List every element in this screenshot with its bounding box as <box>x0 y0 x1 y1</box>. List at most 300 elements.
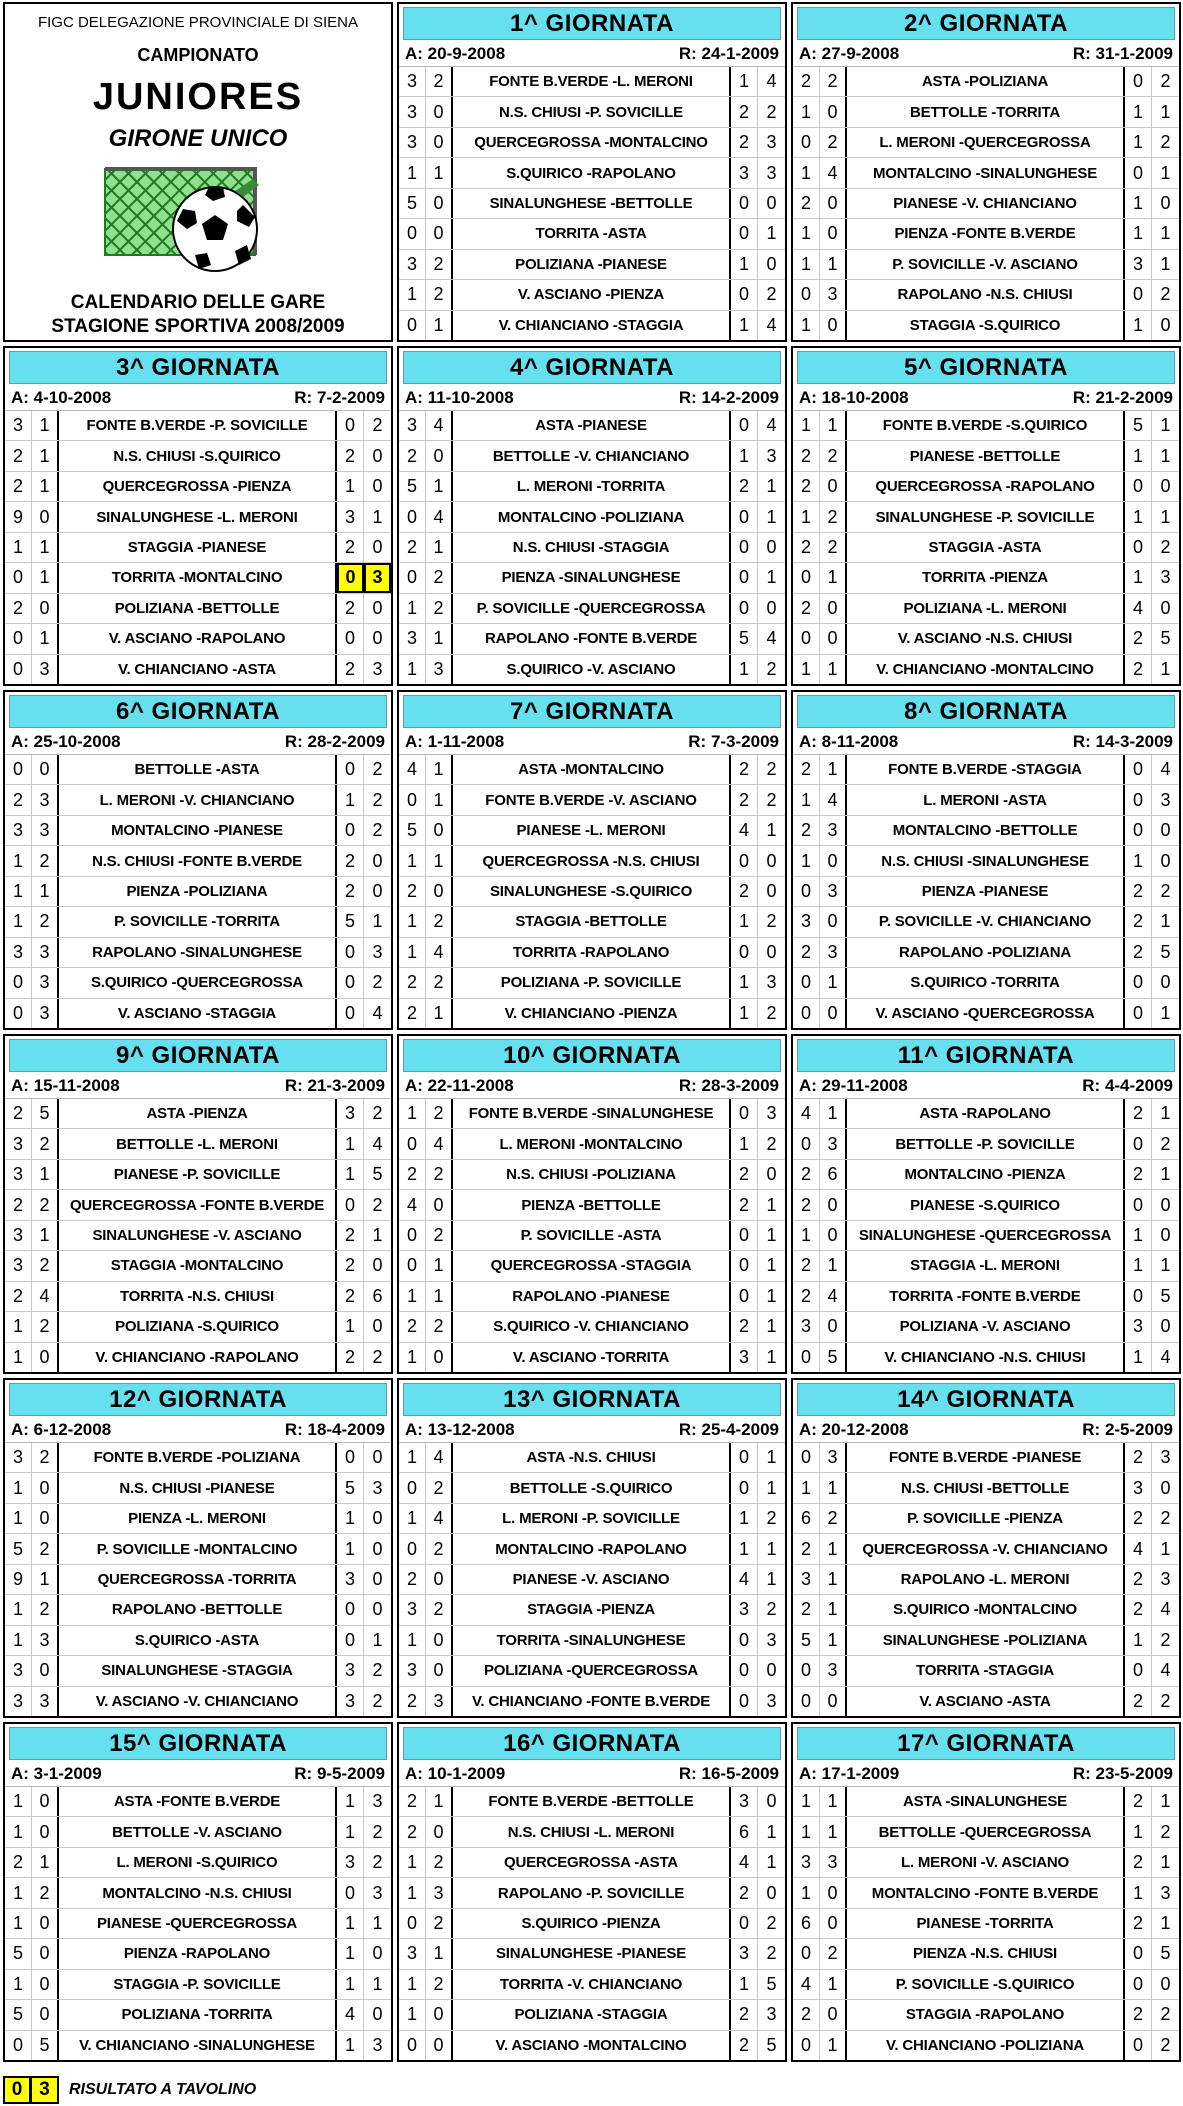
ritorno-away-score: 2 <box>372 1690 383 1711</box>
andata-away-score: 4 <box>426 938 453 967</box>
ritorno-away-score: 3 <box>372 658 383 679</box>
match-teams: PIANESE -P. SOVICILLE <box>59 1160 337 1189</box>
andata-home-score: 1 <box>793 411 820 440</box>
match-table <box>5 1098 391 1372</box>
andata-date: A: 13-12-2008 <box>405 1420 515 1439</box>
ritorno-home-score: 0 <box>1125 1282 1152 1311</box>
match-teams: STAGGIA -MONTALCINO <box>59 1251 337 1280</box>
match-teams: V. ASCIANO -N.S. CHIUSI <box>847 624 1125 653</box>
ritorno-home-score: 2 <box>337 1251 364 1280</box>
andata-home-score: 1 <box>793 502 820 531</box>
ritorno-home-score: 4 <box>1125 1534 1152 1563</box>
andata-away-score: 1 <box>820 1473 847 1502</box>
ritorno-away-score: 0 <box>372 536 383 557</box>
ritorno-home-score: 0 <box>1125 1970 1152 1999</box>
ritorno-date: R: 7-2-2009 <box>294 388 385 407</box>
andata-away-score: 2 <box>820 1504 847 1533</box>
match-row <box>5 1343 391 1372</box>
ritorno-home-score: 1 <box>1125 441 1152 470</box>
andata-home-score: 5 <box>793 1626 820 1655</box>
match-teams: PIANESE -S.QUIRICO <box>847 1190 1125 1219</box>
match-row <box>793 1534 1179 1564</box>
ritorno-date: R: 14-2-2009 <box>678 388 779 407</box>
andata-home-score: 1 <box>5 1473 32 1502</box>
ritorno-away-score: 3 <box>766 1103 777 1124</box>
andata-away-score: 2 <box>426 1970 453 1999</box>
andata-away-score: 0 <box>820 472 847 501</box>
ritorno-date: R: 28-2-2009 <box>284 732 385 751</box>
ritorno-away-score: 2 <box>1160 1133 1171 1154</box>
andata-home-score: 1 <box>399 2000 426 2029</box>
match-row <box>793 624 1179 654</box>
andata-home-score: 9 <box>5 502 32 531</box>
andata-away-score: 0 <box>426 97 453 126</box>
ritorno-away-score: 0 <box>766 880 777 901</box>
andata-away-score: 3 <box>32 816 59 845</box>
andata-away-score: 0 <box>820 1312 847 1341</box>
andata-date: A: 1-11-2008 <box>405 732 505 751</box>
match-teams: P. SOVICILLE -PIENZA <box>847 1504 1125 1533</box>
ritorno-away-score: 5 <box>1160 941 1171 962</box>
match-teams: S.QUIRICO -TORRITA <box>847 968 1125 997</box>
andata-home-score: 1 <box>793 311 820 340</box>
andata-away-score: 1 <box>820 1595 847 1624</box>
match-row <box>5 1099 391 1129</box>
andata-home-score: 0 <box>5 755 32 784</box>
ritorno-home-score: 0 <box>731 1282 758 1311</box>
match-table <box>5 1442 391 1716</box>
match-teams: ASTA -FONTE B.VERDE <box>59 1787 337 1816</box>
ritorno-away-score: 4 <box>372 1133 383 1154</box>
ritorno-away-score: 2 <box>766 284 777 305</box>
match-teams: PIANESE -BETTOLLE <box>847 441 1125 470</box>
andata-home-score: 2 <box>5 441 32 470</box>
match-teams: V. CHIANCIANO -MONTALCINO <box>847 655 1125 684</box>
match-teams: L. MERONI -ASTA <box>847 785 1125 814</box>
ritorno-away-score: 1 <box>766 1447 777 1468</box>
andata-home-score: 3 <box>793 1565 820 1594</box>
match-row <box>793 785 1179 815</box>
match-row <box>399 1787 785 1817</box>
andata-away-score: 3 <box>820 938 847 967</box>
match-row <box>5 563 391 593</box>
round-dates <box>799 1420 1173 1440</box>
andata-away-score: 3 <box>32 785 59 814</box>
andata-home-score: 2 <box>793 472 820 501</box>
ritorno-home-score: 2 <box>1125 2000 1152 2029</box>
match-teams: TORRITA -SINALUNGHESE <box>453 1626 731 1655</box>
andata-away-score: 0 <box>32 594 59 623</box>
match-row <box>399 594 785 624</box>
match-row <box>5 1282 391 1312</box>
ritorno-home-score: 1 <box>1125 311 1152 340</box>
ritorno-away-score: 3 <box>1160 1568 1171 1589</box>
match-table <box>793 1098 1179 1372</box>
andata-home-score: 2 <box>399 1312 426 1341</box>
andata-away-score: 0 <box>820 1909 847 1938</box>
ritorno-away-score: 1 <box>1160 658 1171 679</box>
ritorno-home-score: 2 <box>337 441 364 470</box>
match-teams: TORRITA -PIENZA <box>847 563 1125 592</box>
ritorno-away-score: 2 <box>1160 2004 1171 2025</box>
soccer-goal-logo-icon <box>103 165 293 275</box>
andata-home-score: 0 <box>793 1687 820 1716</box>
round-title: 16^ GIORNATA <box>403 1727 781 1760</box>
andata-date: A: 3-1-2009 <box>11 1764 102 1783</box>
round-title: 14^ GIORNATA <box>797 1383 1175 1416</box>
match-row <box>5 1970 391 2000</box>
round-title: 8^ GIORNATA <box>797 695 1175 728</box>
ritorno-date: R: 21-2-2009 <box>1072 388 1173 407</box>
match-row <box>5 472 391 502</box>
ritorno-home-score: 1 <box>1125 97 1152 126</box>
match-teams: STAGGIA -BETTOLLE <box>453 907 731 936</box>
match-row <box>5 1687 391 1716</box>
ritorno-home-score: 0 <box>731 1443 758 1472</box>
ritorno-home-score: 1 <box>337 1160 364 1189</box>
andata-away-score: 0 <box>32 1939 59 1968</box>
match-teams: S.QUIRICO -RAPOLANO <box>453 158 731 187</box>
ritorno-away-score: 1 <box>1160 1538 1171 1559</box>
match-teams: STAGGIA -L. MERONI <box>847 1251 1125 1280</box>
ritorno-home-score: 1 <box>337 1909 364 1938</box>
ritorno-home-score: 0 <box>731 1626 758 1655</box>
match-teams: V. ASCIANO -V. CHIANCIANO <box>59 1687 337 1716</box>
ritorno-away-score: 0 <box>372 1943 383 1964</box>
ritorno-home-score: 3 <box>337 1848 364 1877</box>
ritorno-home-score: 2 <box>337 1282 364 1311</box>
andata-home-score: 1 <box>793 219 820 248</box>
andata-away-score: 2 <box>32 1251 59 1280</box>
andata-home-score: 2 <box>5 472 32 501</box>
match-row <box>793 1282 1179 1312</box>
match-teams: MONTALCINO -POLIZIANA <box>453 502 731 531</box>
andata-home-score: 1 <box>793 1787 820 1816</box>
match-row <box>399 441 785 471</box>
ritorno-home-score: 2 <box>1125 1160 1152 1189</box>
andata-home-score: 2 <box>399 1160 426 1189</box>
match-teams: PIANESE -V. CHIANCIANO <box>847 189 1125 218</box>
andata-away-score: 2 <box>426 968 453 997</box>
ritorno-away-score: 4 <box>1160 1599 1171 1620</box>
match-row <box>5 1129 391 1159</box>
ritorno-home-score: 2 <box>1125 1565 1152 1594</box>
ritorno-away-score: 3 <box>766 2004 777 2025</box>
ritorno-home-score: 0 <box>731 189 758 218</box>
andata-home-score: 1 <box>793 158 820 187</box>
andata-home-score: 2 <box>793 1190 820 1219</box>
ritorno-away-score: 2 <box>766 759 777 780</box>
andata-away-score: 2 <box>32 1595 59 1624</box>
match-teams: BETTOLLE -TORRITA <box>847 97 1125 126</box>
andata-home-score: 3 <box>399 67 426 96</box>
ritorno-home-score: 0 <box>731 280 758 309</box>
andata-away-score: 4 <box>426 1129 453 1158</box>
andata-date: A: 27-9-2008 <box>799 44 900 63</box>
match-teams: TORRITA -RAPOLANO <box>453 938 731 967</box>
andata-home-score: 3 <box>5 1656 32 1685</box>
ritorno-away-score: 2 <box>1160 1508 1171 1529</box>
andata-away-score: 3 <box>32 1626 59 1655</box>
match-teams: QUERCEGROSSA -ASTA <box>453 1848 731 1877</box>
andata-home-score: 2 <box>793 2000 820 2029</box>
andata-date: A: 22-11-2008 <box>405 1076 514 1095</box>
andata-home-score: 0 <box>793 999 820 1028</box>
match-teams: MONTALCINO -BETTOLLE <box>847 816 1125 845</box>
andata-away-score: 4 <box>820 1282 847 1311</box>
andata-home-score: 1 <box>5 846 32 875</box>
andata-away-score: 1 <box>32 472 59 501</box>
ritorno-home-score: 0 <box>731 1221 758 1250</box>
ritorno-date: R: 24-1-2009 <box>678 44 779 63</box>
andata-away-score: 1 <box>32 533 59 562</box>
ritorno-home-score: 2 <box>1125 1504 1152 1533</box>
andata-away-score: 2 <box>820 441 847 470</box>
andata-home-score: 3 <box>5 411 32 440</box>
round-title: 17^ GIORNATA <box>797 1727 1175 1760</box>
ritorno-home-score: 0 <box>731 594 758 623</box>
match-row <box>793 1787 1179 1817</box>
match-row <box>5 1251 391 1281</box>
ritorno-away-score: 3 <box>372 1882 383 1903</box>
match-row <box>399 1443 785 1473</box>
ritorno-home-score: 5 <box>337 907 364 936</box>
ritorno-home-score: 1 <box>337 1787 364 1816</box>
andata-home-score: 5 <box>399 816 426 845</box>
ritorno-away-score: 1 <box>766 1477 777 1498</box>
andata-away-score: 1 <box>32 1221 59 1250</box>
match-table <box>793 1442 1179 1716</box>
ritorno-home-score: 0 <box>731 846 758 875</box>
ritorno-home-score: 0 <box>731 1099 758 1128</box>
ritorno-away-score: 1 <box>766 1538 777 1559</box>
match-row <box>793 1251 1179 1281</box>
andata-home-score: 1 <box>399 280 426 309</box>
andata-home-score: 1 <box>793 97 820 126</box>
ritorno-home-score: 1 <box>337 1939 364 1968</box>
ritorno-away-score: 1 <box>1160 162 1171 183</box>
match-row <box>399 128 785 158</box>
andata-away-score: 0 <box>32 502 59 531</box>
andata-away-score: 2 <box>32 1129 59 1158</box>
andata-home-score: 6 <box>793 1909 820 1938</box>
andata-away-score: 0 <box>426 1190 453 1219</box>
ritorno-home-score: 0 <box>1125 968 1152 997</box>
ritorno-home-score: 2 <box>731 2031 758 2060</box>
andata-home-score: 3 <box>399 97 426 126</box>
match-teams: ASTA -MONTALCINO <box>453 755 731 784</box>
andata-away-score: 1 <box>820 1787 847 1816</box>
andata-home-score: 3 <box>5 1443 32 1472</box>
andata-away-score: 3 <box>426 1878 453 1907</box>
andata-away-score: 2 <box>820 67 847 96</box>
match-table <box>399 1098 785 1372</box>
andata-home-score: 1 <box>399 907 426 936</box>
ritorno-home-score: 0 <box>1125 1129 1152 1158</box>
ritorno-home-score: 3 <box>337 1565 364 1594</box>
andata-home-score: 0 <box>399 1251 426 1280</box>
ritorno-date: R: 25-4-2009 <box>678 1420 779 1439</box>
match-row <box>5 1565 391 1595</box>
match-row <box>793 250 1179 280</box>
match-row <box>399 655 785 684</box>
andata-home-score: 5 <box>5 1534 32 1563</box>
ritorno-away-score: 1 <box>766 567 777 588</box>
andata-home-score: 0 <box>5 624 32 653</box>
andata-home-score: 1 <box>399 1343 426 1372</box>
ritorno-away-score: 0 <box>372 597 383 618</box>
ritorno-away-score: 0 <box>372 880 383 901</box>
ritorno-home-score: 0 <box>337 755 364 784</box>
andata-away-score: 2 <box>426 1909 453 1938</box>
match-row <box>399 1687 785 1716</box>
match-row <box>5 1817 391 1847</box>
match-teams: SINALUNGHESE -BETTOLLE <box>453 189 731 218</box>
ritorno-home-score: 1 <box>731 968 758 997</box>
match-teams: N.S. CHIUSI -PIANESE <box>59 1473 337 1502</box>
andata-away-score: 0 <box>426 219 453 248</box>
match-teams: V. CHIANCIANO -N.S. CHIUSI <box>847 1343 1125 1372</box>
round-dates <box>799 388 1173 408</box>
match-row <box>5 999 391 1028</box>
ritorno-away-score: 1 <box>372 1973 383 1994</box>
ritorno-away-score: 1 <box>766 506 777 527</box>
ritorno-away-score: 3 <box>766 162 777 183</box>
match-teams: L. MERONI -V. ASCIANO <box>847 1848 1125 1877</box>
andata-home-score: 2 <box>793 755 820 784</box>
match-teams: MONTALCINO -SINALUNGHESE <box>847 158 1125 187</box>
match-row <box>793 1909 1179 1939</box>
andata-away-score: 0 <box>426 1626 453 1655</box>
match-row <box>793 1565 1179 1595</box>
andata-away-score: 2 <box>426 1848 453 1877</box>
andata-home-score: 1 <box>5 1312 32 1341</box>
andata-away-score: 2 <box>32 1534 59 1563</box>
ritorno-away-score: 3 <box>766 132 777 153</box>
ritorno-home-score: 2 <box>337 655 364 684</box>
ritorno-home-score: 2 <box>1125 938 1152 967</box>
match-teams: FONTE B.VERDE -P. SOVICILLE <box>59 411 337 440</box>
ritorno-home-score: 0 <box>731 219 758 248</box>
match-teams: MONTALCINO -PIANESE <box>59 816 337 845</box>
andata-away-score: 1 <box>426 785 453 814</box>
match-teams: POLIZIANA -BETTOLLE <box>59 594 337 623</box>
ritorno-home-score: 1 <box>731 441 758 470</box>
match-row <box>5 411 391 441</box>
ritorno-away-score: 0 <box>372 1316 383 1337</box>
ritorno-away-score: 0 <box>766 597 777 618</box>
match-row <box>5 1190 391 1220</box>
andata-home-score: 3 <box>793 1848 820 1877</box>
match-teams: N.S. CHIUSI -L. MERONI <box>453 1817 731 1846</box>
match-row <box>793 1848 1179 1878</box>
andata-away-score: 0 <box>820 624 847 653</box>
match-row <box>399 1817 785 1847</box>
andata-home-score: 2 <box>5 1848 32 1877</box>
ritorno-away-score: 1 <box>766 1852 777 1873</box>
round-title: 5^ GIORNATA <box>797 351 1175 384</box>
match-teams: PIENZA -PIANESE <box>847 877 1125 906</box>
match-teams: ASTA -SINALUNGHESE <box>847 1787 1125 1816</box>
andata-home-score: 2 <box>5 1190 32 1219</box>
ritorno-home-score: 2 <box>731 1878 758 1907</box>
ritorno-away-score: 3 <box>766 1690 777 1711</box>
andata-away-score: 1 <box>426 311 453 340</box>
andata-home-score: 2 <box>793 1251 820 1280</box>
ritorno-home-score: 2 <box>731 472 758 501</box>
match-teams: PIENZA -N.S. CHIUSI <box>847 1939 1125 1968</box>
match-row <box>399 158 785 188</box>
andata-away-score: 4 <box>32 1282 59 1311</box>
match-teams: S.QUIRICO -ASTA <box>59 1626 337 1655</box>
ritorno-home-score: 5 <box>1125 411 1152 440</box>
calendar-line-1: CALENDARIO DELLE GARE <box>70 292 326 313</box>
ritorno-away-score: 2 <box>1160 284 1171 305</box>
andata-home-score: 0 <box>793 1343 820 1372</box>
match-row <box>399 1160 785 1190</box>
ritorno-away-score: 0 <box>1160 1224 1171 1245</box>
andata-date: A: 15-11-2008 <box>11 1076 120 1095</box>
andata-away-score: 0 <box>820 846 847 875</box>
campionato-label: CAMPIONATO <box>137 45 259 65</box>
ritorno-away-score: 3 <box>766 445 777 466</box>
andata-away-score: 2 <box>426 280 453 309</box>
andata-home-score: 0 <box>399 219 426 248</box>
ritorno-home-score: 2 <box>1125 624 1152 653</box>
match-row <box>793 441 1179 471</box>
ritorno-away-score: 0 <box>766 536 777 557</box>
andata-home-score: 1 <box>399 938 426 967</box>
andata-away-score: 0 <box>32 1504 59 1533</box>
andata-home-score: 2 <box>399 999 426 1028</box>
match-table <box>5 410 391 684</box>
ritorno-home-score: 1 <box>731 250 758 279</box>
ritorno-date: R: 4-4-2009 <box>1082 1076 1173 1095</box>
match-teams: L. MERONI -MONTALCINO <box>453 1129 731 1158</box>
ritorno-away-score: 2 <box>1160 1629 1171 1650</box>
match-teams: V. ASCIANO -QUERCEGROSSA <box>847 999 1125 1028</box>
andata-away-score: 1 <box>820 2031 847 2060</box>
ritorno-home-score: 1 <box>337 1817 364 1846</box>
match-teams: STAGGIA -ASTA <box>847 533 1125 562</box>
ritorno-home-score: 1 <box>1125 128 1152 157</box>
ritorno-away-score: 0 <box>766 941 777 962</box>
ritorno-away-score: 0 <box>372 1568 383 1589</box>
andata-home-score: 0 <box>793 280 820 309</box>
match-teams: STAGGIA -P. SOVICILLE <box>59 1970 337 1999</box>
match-teams: RAPOLANO -PIANESE <box>453 1282 731 1311</box>
ritorno-date: R: 2-5-2009 <box>1082 1420 1173 1439</box>
match-table <box>399 66 785 340</box>
match-row <box>793 67 1179 97</box>
match-teams: V. CHIANCIANO -PIENZA <box>453 999 731 1028</box>
ritorno-home-score: 3 <box>337 1687 364 1716</box>
andata-date: A: 25-10-2008 <box>11 732 121 751</box>
andata-home-score: 0 <box>5 968 32 997</box>
andata-away-score: 3 <box>820 1656 847 1685</box>
ritorno-away-score: 2 <box>1160 536 1171 557</box>
andata-home-score: 4 <box>399 755 426 784</box>
andata-away-score: 1 <box>426 755 453 784</box>
ritorno-home-score: 0 <box>731 1251 758 1280</box>
andata-home-score: 3 <box>793 1312 820 1341</box>
match-teams: MONTALCINO -PIENZA <box>847 1160 1125 1189</box>
ritorno-home-score: 3 <box>337 1099 364 1128</box>
match-row <box>399 411 785 441</box>
round-title: 4^ GIORNATA <box>403 351 781 384</box>
ritorno-away-score: 2 <box>766 1599 777 1620</box>
round-dates <box>799 44 1173 64</box>
